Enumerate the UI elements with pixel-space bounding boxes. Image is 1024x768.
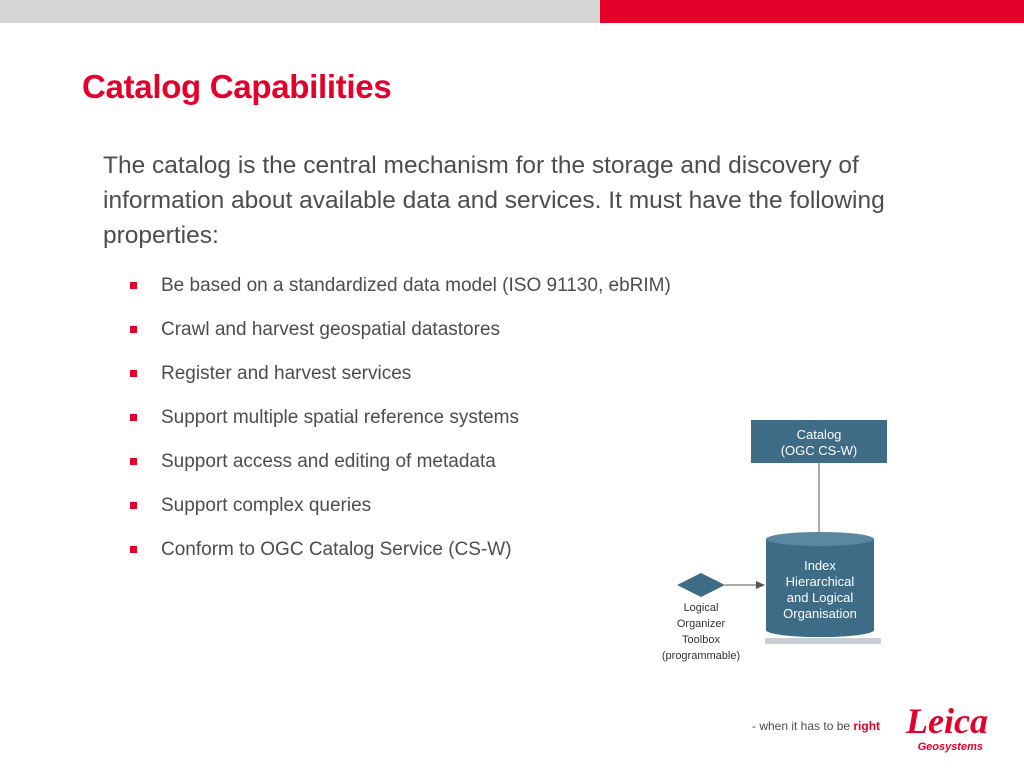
toolbox-line-4: (programmable) bbox=[661, 650, 741, 662]
toolbox-line-3: Toolbox bbox=[682, 634, 720, 646]
bullet-icon bbox=[130, 502, 137, 509]
toolbox-diamond-icon bbox=[677, 573, 725, 597]
bullet-icon bbox=[130, 282, 137, 289]
logo-wordmark: Leica bbox=[906, 701, 988, 741]
catalog-box-line-2: (OGC CS-W) bbox=[780, 443, 858, 458]
bullet-icon bbox=[130, 326, 137, 333]
header-bar-gray bbox=[0, 0, 600, 23]
list-item bbox=[130, 402, 671, 446]
bullet-text: Support access and editing of metadata bbox=[161, 451, 496, 472]
list-item bbox=[130, 270, 671, 314]
bullet-text: Register and harvest services bbox=[161, 363, 412, 384]
index-line-1: Index bbox=[804, 558, 836, 573]
bullet-icon bbox=[130, 414, 137, 421]
bullet-text: Support complex queries bbox=[161, 495, 372, 516]
list-item bbox=[130, 358, 671, 402]
bullet-text: Be based on a standardized data model (ISO 91130, ebRIM) bbox=[161, 275, 671, 296]
logo-subtitle: Geosystems bbox=[917, 741, 983, 753]
list-item bbox=[130, 534, 671, 578]
header-bar-red bbox=[600, 0, 1024, 23]
catalog-box-line-1: Catalog bbox=[796, 427, 842, 442]
index-line-4: Organisation bbox=[783, 606, 857, 621]
bullet-icon bbox=[130, 370, 137, 377]
index-line-2: Hierarchical bbox=[785, 574, 855, 589]
list-item bbox=[130, 446, 671, 490]
bullet-icon bbox=[130, 546, 137, 553]
bullet-list bbox=[130, 270, 671, 578]
bullet-text: Crawl and harvest geospatial datastores bbox=[161, 319, 501, 340]
toolbox-line-2: Organizer bbox=[676, 618, 726, 630]
intro-paragraph: The catalog is the central mechanism for the storage and discovery of information about available data and services. It must have the following properties: bbox=[103, 152, 885, 249]
slide-title: Catalog Capabilities bbox=[82, 68, 392, 105]
toolbox-line-1: Logical bbox=[683, 602, 719, 614]
leica-logo bbox=[905, 701, 988, 753]
arrow-head-icon bbox=[756, 581, 765, 589]
bullet-text: Support multiple spatial reference systems bbox=[161, 407, 519, 428]
bullet-icon bbox=[130, 458, 137, 465]
bullet-text: Conform to OGC Catalog Service (CS-W) bbox=[161, 539, 512, 560]
footer-tagline bbox=[752, 719, 880, 733]
tagline-accent: right bbox=[853, 719, 881, 733]
list-item bbox=[130, 314, 671, 358]
tagline-prefix: - when it has to be bbox=[752, 719, 854, 733]
index-line-3: and Logical bbox=[786, 590, 854, 605]
list-item bbox=[130, 490, 671, 534]
